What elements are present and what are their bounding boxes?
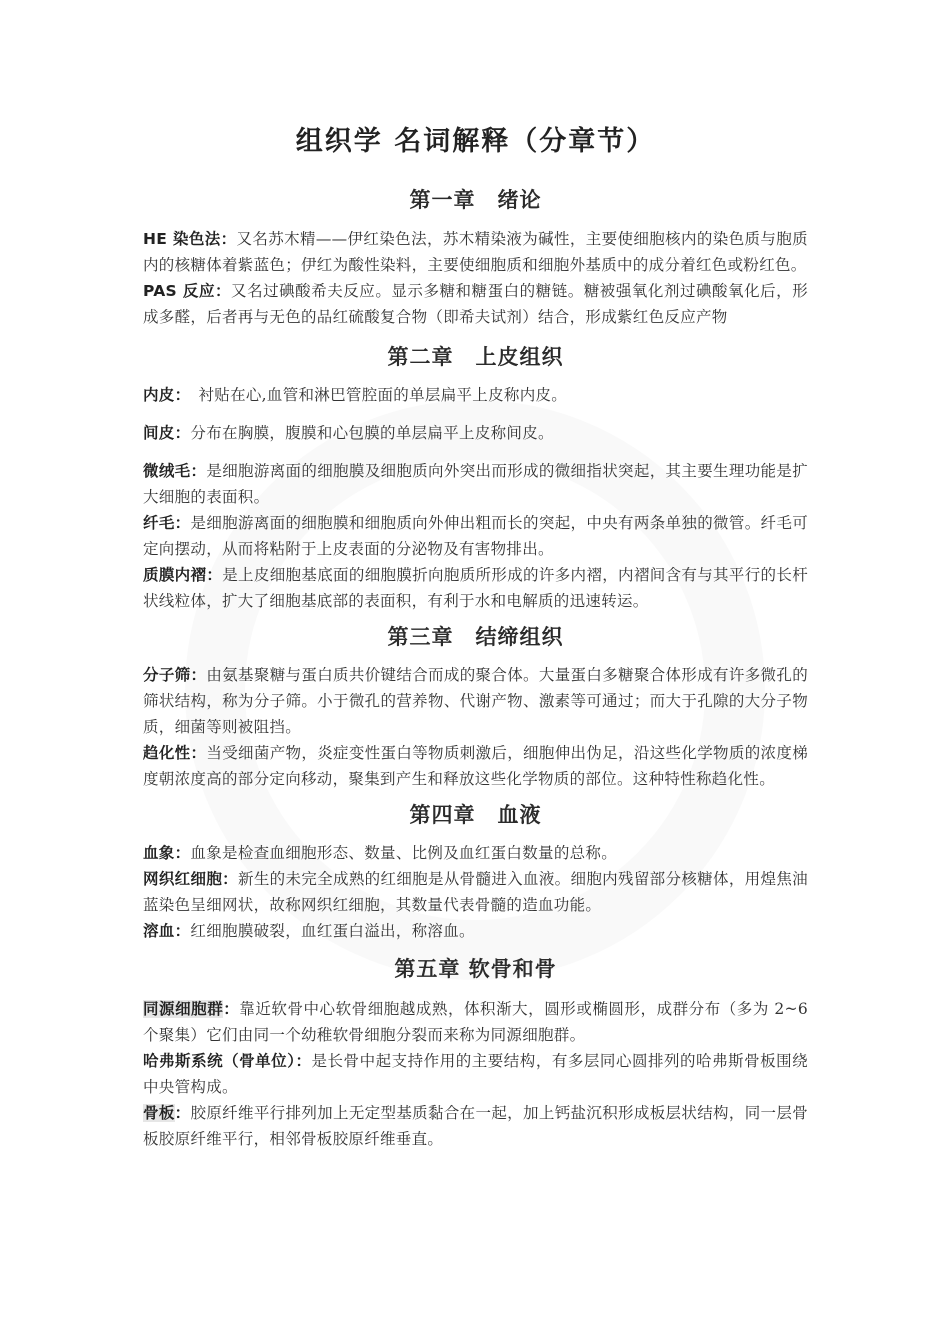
term-name: 间皮 (143, 424, 175, 442)
term-colon: ： (222, 870, 239, 888)
term-definition: 由氨基聚糖与蛋白质共价键结合而成的聚合体。大量蛋白多糖聚合体形成有许多微孔的筛状结构，称为分子筛。小于微孔的营养物、代谢产物、激素等可通过；而大于孔隙的大分子物质，细菌等则被阻挡。 (143, 666, 809, 736)
term-colon: ： (174, 424, 191, 442)
term-entry (143, 840, 808, 866)
term-name: 血象 (143, 844, 175, 862)
term-name: 内皮 (143, 386, 175, 404)
term-entry (143, 1048, 808, 1100)
term-colon: ： (174, 514, 191, 532)
term-name: 纤毛 (143, 514, 175, 532)
term-entry (143, 662, 808, 740)
term-colon: ： (220, 230, 237, 248)
term-entry (143, 918, 808, 944)
term-entry (143, 996, 808, 1048)
term-name: PAS 反应 (143, 282, 215, 300)
term-name: 同源细胞群 (143, 1000, 224, 1018)
chapter-heading: 第二章 上皮组织 (387, 344, 564, 369)
term-name: 溶血 (143, 922, 175, 940)
term-entry (143, 226, 808, 278)
term-entry (143, 420, 808, 446)
term-name: 趋化性 (143, 744, 191, 762)
term-colon: ： (174, 1104, 191, 1122)
term-name: 骨板 (143, 1104, 175, 1122)
term-entry (143, 740, 808, 792)
chapter-heading: 第三章 结缔组织 (387, 624, 564, 649)
term-definition: 分布在胸膜，腹膜和心包膜的单层扁平上皮称间皮。 (190, 424, 554, 442)
term-definition: 红细胞膜破裂，血红蛋白溢出，称溶血。 (190, 922, 475, 940)
term-colon: ： (174, 844, 191, 862)
term-definition: 是长骨中起支持作用的主要结构，有多层同心圆排列的哈弗斯骨板围绕中央管构成。 (143, 1052, 808, 1096)
term-entry (143, 510, 808, 562)
term-definition: 当受细菌产物，炎症变性蛋白等物质刺激后，细胞伸出伪足，沿这些化学物质的浓度梯度朝浓度高的部分定向移动，聚集到产生和释放这些化学物质的部位。这种特性称趋化性。 (143, 744, 809, 788)
term-entry (143, 866, 808, 918)
term-name: 哈弗斯系统（骨单位） (143, 1052, 296, 1070)
term-definition: 血象是检查血细胞形态、数量、比例及血红蛋白数量的总称。 (190, 844, 618, 862)
term-colon: ： (223, 1000, 240, 1018)
term-entry (143, 458, 808, 510)
term-entry (143, 1100, 808, 1152)
term-colon: ： (190, 462, 207, 480)
page-title: 组织学 名词解释（分章节） (295, 126, 656, 157)
term-colon: ： (295, 1052, 312, 1070)
term-definition: 靠近软骨中心软骨细胞越成熟，体积渐大，圆形或椭圆形，成群分布（多为 2~6 个聚集）它们由同一个幼稚软骨细胞分裂而来称为同源细胞群。 (143, 1000, 808, 1044)
term-colon: ： (174, 922, 191, 940)
term-name: HE 染色法 (143, 230, 221, 248)
chapter-heading: 第四章 血液 (409, 802, 542, 827)
term-name: 微绒毛 (143, 462, 191, 480)
term-definition: 衬贴在心,血管和淋巴管腔面的单层扁平上皮称内皮。 (182, 386, 568, 404)
term-name: 分子筛 (143, 666, 191, 684)
term-colon: ： (174, 386, 183, 404)
term-entry (143, 382, 808, 408)
term-name: 质膜内褶 (143, 566, 207, 584)
term-definition: 是细胞游离面的细胞膜和细胞质向外伸出粗而长的突起，中央有两条单独的微管。纤毛可定向摆动，从而将粘附于上皮表面的分泌物及有害物排出。 (143, 514, 808, 558)
term-definition: 是上皮细胞基底面的细胞膜折向胞质所形成的许多内褶，内褶间含有与其平行的长杆状线粒体，扩大了细胞基底部的表面积，有利于水和电解质的迅速转运。 (143, 566, 808, 610)
term-definition: 又名过碘酸希夫反应。显示多糖和糖蛋白的糖链。糖被强氧化剂过碘酸氧化后，形成多醛，后者再与无色的品红硫酸复合物（即希夫试剂）结合，形成紫红色反应产物 (143, 282, 808, 326)
chapter-heading: 第一章 绪论 (409, 187, 542, 212)
term-entry (143, 278, 808, 330)
term-name: 网织红细胞 (143, 870, 223, 888)
term-definition: 新生的未完全成熟的红细胞是从骨髓进入血液。细胞内残留部分核糖体，用煌焦油蓝染色呈细网状，故称网织红细胞，其数量代表骨髓的造血功能。 (143, 870, 808, 914)
document-body (143, 118, 808, 1152)
term-definition: 是细胞游离面的细胞膜及细胞质向外突出而形成的微细指状突起，其主要生理功能是扩大细胞的表面积。 (143, 462, 809, 506)
term-definition: 又名苏木精——伊红染色法，苏木精染液为碱性，主要使细胞核内的染色质与胞质内的核糖体着紫蓝色；伊红为酸性染料，主要使细胞质和细胞外基质中的成分着红色或粉红色。 (143, 230, 808, 274)
term-colon: ： (190, 744, 207, 762)
term-definition: 胶原纤维平行排列加上无定型基质黏合在一起，加上钙盐沉积形成板层状结构，同一层骨板胶原纤维平行，相邻骨板胶原纤维垂直。 (143, 1104, 808, 1148)
chapter-heading: 第五章 软骨和骨 (394, 956, 557, 981)
term-colon: ： (190, 666, 207, 684)
term-entry (143, 562, 808, 614)
term-colon: ： (215, 282, 232, 300)
term-colon: ： (206, 566, 223, 584)
